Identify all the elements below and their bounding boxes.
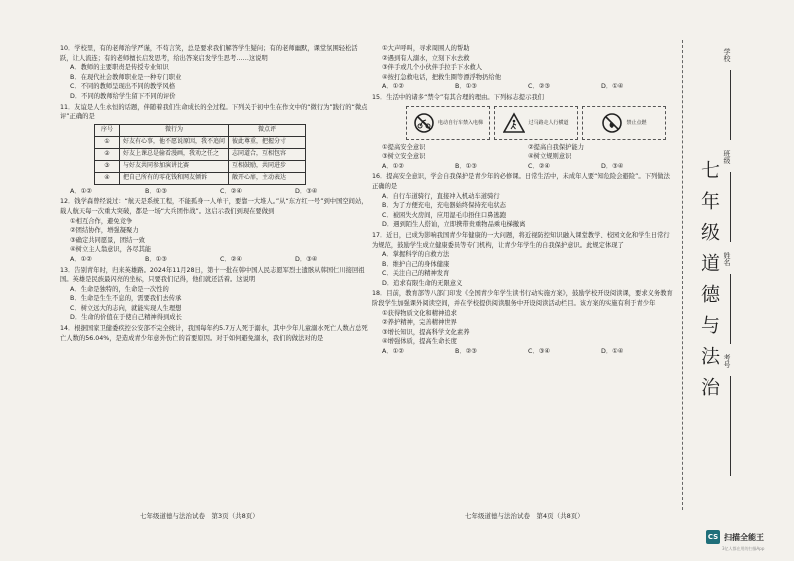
option: A．自行车道骑行，直接冲入机动车道骑行	[382, 192, 500, 200]
table-row	[95, 148, 306, 160]
choice-row	[60, 255, 370, 265]
question-stem: 12．钱学森曾经说过：“航天是系统工程，不能孤身一人单干，要靠一大堆人。”从“东方红一号”到中国空间站，载人航天每一次重大突破，都是一场“大兵团作战”。这启示我们到现在要做到	[60, 198, 368, 215]
choice: A．①②	[382, 348, 404, 356]
table-cell: ①	[95, 136, 120, 148]
sign-row	[406, 106, 674, 140]
option: ②团结协作，增强凝聚力	[70, 227, 139, 235]
option: ④增强体质，提高生命长度	[382, 338, 457, 346]
table-cell: 志同道合，互相包容	[229, 148, 306, 160]
option: ③增长知识，提高科学文化素养	[382, 328, 470, 336]
page-footer-left: 七年级道德与法治试卷 第3页（共8页）	[140, 512, 259, 520]
table-header-row	[95, 124, 306, 136]
exam-number-field-label: 考号	[723, 354, 731, 368]
sign-label: 禁止点燃	[626, 119, 647, 126]
name-field-label: 姓名	[723, 252, 731, 266]
table-header: 微点评	[229, 124, 306, 136]
question-stem: 17．近日，已成为影响我国青少年健康的一大问题，将近视防控知识融入课堂教学、校园文化和学生日常行为规范，鼓励学生成立健康委员等专门机构，让青少年学生的自我保护意识。此规定体现了	[372, 231, 670, 249]
question-18	[372, 289, 674, 356]
option: C．不同的教师呈现出不同的教学风格	[70, 83, 176, 91]
table-cell: ④	[95, 172, 120, 184]
table-header: 序号	[95, 124, 120, 136]
pedestrian-warning-icon	[503, 112, 525, 134]
option-row	[372, 152, 674, 162]
exam-number-field-line	[730, 376, 731, 476]
choice: B．②③	[455, 348, 477, 356]
option: ④树立规则意识	[528, 153, 572, 161]
table-cell: 与好友共同参加演讲比赛	[120, 160, 229, 172]
option: ①获得物质文化和精神追求	[382, 309, 457, 317]
choice-row	[372, 162, 674, 172]
option: ①提高安全意识	[382, 143, 426, 151]
left-column	[60, 44, 370, 344]
option: ①相互合作，避免竞争	[70, 217, 133, 225]
question-11	[60, 103, 370, 197]
option: ④树立主人翁意识，各尽其能	[70, 246, 152, 254]
choice: B．①③	[145, 255, 167, 263]
choice: C．②④	[220, 187, 242, 195]
table-cell: 互相鼓励，共同进步	[229, 160, 306, 172]
option: ③树立安全意识	[382, 153, 426, 161]
choice: C．②④	[220, 255, 242, 263]
question-stem: 11．友谊是人生永恒的话题，伴随着我们生命成长的全过程。下列关于初中生在作文中的“微行为”践行的“微点评”正确的是	[60, 103, 368, 121]
table-cell: ②	[95, 148, 120, 160]
class-field-label: 班级	[723, 150, 731, 164]
choice: C．②④	[528, 162, 550, 170]
table-cell: 好友上课总是偷看漫画，我劝之任之	[120, 148, 229, 160]
choice: A．①②	[70, 187, 92, 195]
right-column	[372, 44, 674, 358]
sign-label: 过马路走人行横道	[528, 119, 569, 126]
no-fire-icon	[601, 112, 623, 134]
question-16	[372, 172, 674, 230]
option: C．树立远大的志向，就能实现人生理想	[70, 304, 182, 312]
question-17	[372, 231, 674, 289]
option: ②遇到有人溺水，立刻下水去救	[382, 54, 470, 62]
table-row	[95, 172, 306, 184]
option-row	[372, 143, 674, 153]
no-ebike-icon	[413, 112, 435, 134]
table-cell: 彼此尊重，把握分寸	[229, 136, 306, 148]
option: B．为了方便充电，充电器始终保持充电状态	[382, 202, 506, 210]
behavior-table	[94, 124, 306, 185]
sign-no-ebike-elevator	[406, 106, 490, 140]
choice: D．③④	[295, 255, 318, 263]
option: D．追求有限生命的无限意义	[382, 279, 463, 287]
table-row	[95, 136, 306, 148]
option: D．不同的教师给学生留下不同的评价	[70, 92, 176, 100]
choice: A．①②	[382, 162, 404, 170]
option: C．被困失火房间，应用湿毛巾捂住口鼻逃跑	[382, 211, 507, 219]
name-field-line	[730, 274, 731, 344]
question-stem: 14．根据国家卫健委疾控公安部不完全统计，我国每年约5.7万人死于溺水，其中少年儿童溺水死亡人数占总死亡人数的56.04%，是造成青少年意外伤亡的首要原因。对于如何避免溺水，我们的做法对的是	[60, 325, 368, 342]
scanner-tagline: 3亿人都在用的扫描App	[722, 546, 765, 551]
question-12	[60, 197, 370, 264]
scanner-app-name: 扫描全能王	[724, 532, 764, 542]
choice: A．①②	[70, 255, 92, 263]
table-cell: 敞开心扉，主动表达	[229, 172, 306, 184]
choice-row	[60, 187, 370, 197]
option: ②养护精神，完善精神世界	[382, 319, 457, 327]
option: B．维护自己的身体健康	[382, 260, 450, 268]
sign-no-fire	[582, 106, 666, 140]
choice: A．①②	[382, 83, 404, 91]
scanner-logo	[706, 530, 764, 544]
choice: D．③④	[601, 162, 624, 170]
table-header: 微行为	[120, 124, 229, 136]
option: ④按打急救电话，把救生圈等漂浮物扔给他	[382, 73, 501, 81]
sign-crosswalk	[494, 106, 578, 140]
school-field-line	[730, 70, 731, 140]
choice: C．③④	[528, 348, 550, 356]
question-13	[60, 266, 370, 324]
choice: C．②③	[528, 83, 550, 91]
choice: B．①③	[145, 187, 167, 195]
class-field-line	[730, 172, 731, 242]
option: A．生命是独特的，生命是一次性的	[70, 285, 169, 293]
option: D．生命的价值在于使自己精神得到成长	[70, 314, 182, 322]
option: B．生命是生生不息的，需要我们去传承	[70, 295, 182, 303]
question-stem: 18．目前，教育部等八部门印发《全国青少年学生读书行动实施方案》，鼓励学校开设阅读课，要求义务教育阶段学生加强课外阅读空间，并在学校提供阅读服务中开设阅读活动栏目。该方案的实施有利于青少年	[372, 290, 673, 308]
choice: B．①③	[455, 162, 477, 170]
table-cell: 好友有心事，他不愿说原因，我不追问	[120, 136, 229, 148]
table-row	[95, 160, 306, 172]
choice: D．①④	[601, 83, 624, 91]
cs-logo-icon: CS	[706, 530, 720, 544]
question-stem: 10．学校里，有的老师治学严谨，不苟言笑，总是要求我们解答学生疑问；有的老师幽默，课堂氛围轻松活跃，让人流连；有的老师擅长启发思考，给出答案启发学生思考……这说明	[60, 45, 358, 62]
question-14-continued	[372, 44, 674, 92]
binding-dashed-line	[682, 40, 683, 510]
option: ③伴手或几个小伙伴手拉手下水救人	[382, 64, 483, 72]
question-stem: 15．生活中的诸多“禁令”有其合理的理由。下列标志提示我们	[372, 93, 544, 101]
subject-title: 七年级道德与法治	[698, 160, 720, 408]
table-cell: 把自己所有的零花钱和网友倾诉	[120, 172, 229, 184]
option: B．在现代社会教师职业是一种专门职业	[70, 73, 182, 81]
question-10	[60, 44, 370, 102]
question-stem: 13．告别青年时，归来英雄路。2024年11月28日，第十一批在韩中国人民志愿军烈士遗骸从韩国仁川接回祖国。英雄是民族最闪亮的坐标，只要我们记得，他们就还活着。这说明	[60, 266, 365, 284]
option: ②提高自我保护能力	[528, 143, 585, 151]
question-14	[60, 324, 370, 343]
question-15	[372, 93, 674, 171]
choice-row	[372, 347, 674, 357]
choice: D．①④	[601, 348, 624, 356]
choice: B．①③	[455, 83, 477, 91]
choice-row	[372, 82, 674, 92]
question-stem: 16．提高安全意识，学会自我保护是青少年的必修课。日常生活中，未成年人要“知危险会避险”。下列做法正确的是	[372, 173, 670, 190]
option: A．掌握科学的自救方法	[382, 251, 450, 259]
sign-label: 电动自行车禁入电梯	[437, 119, 483, 126]
option: ①大声呼叫，寻求周围人的帮助	[382, 45, 470, 52]
option: D．遇到陌生人搭讪，立即携带贵重物品乘电梯撤离	[382, 221, 526, 229]
option: C．关注自己的精神发育	[382, 270, 450, 278]
school-field-label: 学校	[723, 48, 731, 62]
table-cell: ③	[95, 160, 120, 172]
choice: D．③④	[295, 187, 318, 195]
option: A．教师的主要职责是传授专业知识	[70, 64, 169, 72]
option: ③确定共同愿景，团结一致	[70, 236, 145, 244]
page-footer-right: 七年级道德与法治试卷 第4页（共8页）	[465, 512, 584, 520]
